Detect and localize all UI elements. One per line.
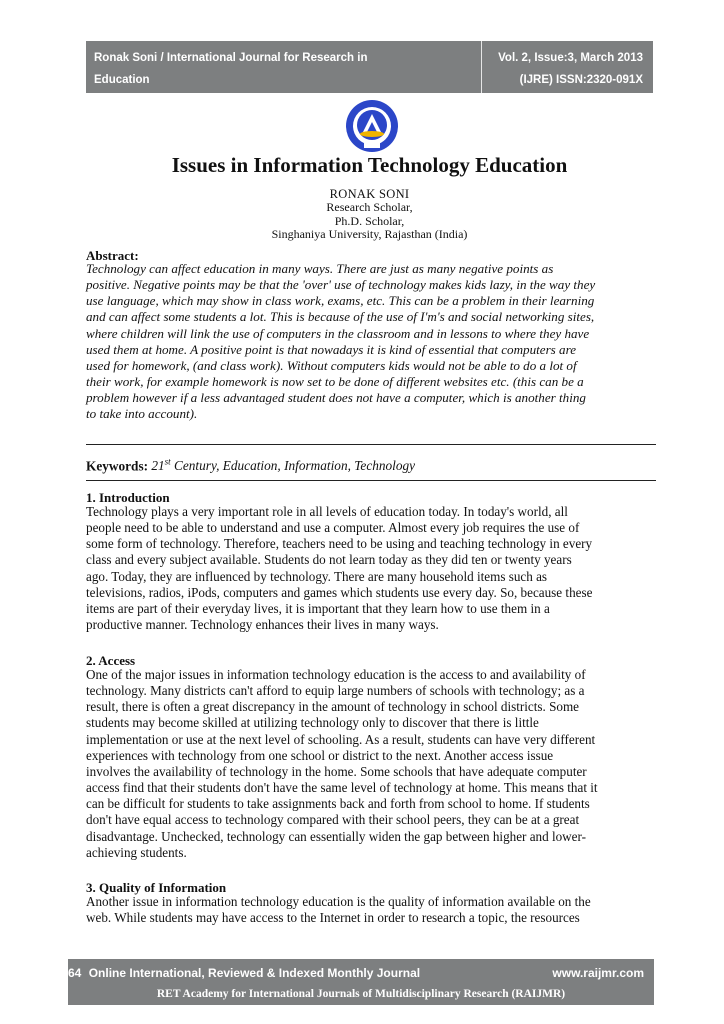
section-text-access [86,667,656,861]
abstract-heading: Abstract: [86,248,139,263]
paragraph-line: technology. Many districts can't afford to equip large numbers of schools with technology; as a [86,683,585,699]
paragraph-line: Technology plays a very important role in all levels of education today. In today's world, all [86,504,568,519]
paragraph-line: involves the availability of technology in the home. Some schools that have adequate computer [86,763,587,779]
paragraph-line: Another issue in information technology education is the quality of information available on the [86,894,591,909]
paper-title: Issues in Information Technology Education [171,153,568,177]
keywords-terms: Century, Education, Information, Technology [170,458,416,474]
abstract-line: used for homework, (and class work). Without computers kids would not be able to do a lot of [86,357,577,373]
paragraph-line: result, there is often a great discrepancy in the amount of technology in school districts. Some [86,699,580,715]
header-volume-issue: Vol. 2, Issue:3, March 2013 [498,52,643,64]
header-divider [481,41,482,93]
keywords-divider [86,480,656,481]
abstract-divider [86,444,656,445]
abstract-line: used them at home. A positive point is that nowadays it is kind of essential that computers are [86,341,577,357]
section-heading-access: 2. Access [86,653,136,668]
paragraph-line: implementation or use at the next level of schooling. As a result, students can have very different [86,731,596,747]
header-author-journal: Ronak Soni / International Journal for Research in [94,52,368,64]
journal-header-banner [86,41,653,93]
keywords-list [151,458,415,473]
paragraph-line: web. While students may have access to the Internet in order to research a topic, the resources [86,910,580,926]
footer-publisher: RET Academy for International Journals of Multidisciplinary Research (RAIJMR) [156,988,566,1000]
paragraph-line: productive manner. Technology enhances their lives in many ways. [86,617,439,633]
paragraph-line: televisions, radios, iPods, computers and games which students use every day. So, because these [86,584,593,600]
footer-publisher-bar [68,987,654,1005]
abstract-line: positive. Negative points may be that the 'over' use of technology makes kids lazy, in the way they [86,277,596,293]
paragraph-line: ago. Today, they are influenced by technology. There are many household items such as [86,568,548,584]
journal-footer-banner [68,959,654,987]
author-role: Research Scholar, [326,200,413,215]
page-number: 64 [68,966,82,980]
journal-seal-logo [342,98,402,154]
header-left [94,47,368,91]
abstract-line: to take into account). [86,406,198,422]
paragraph-line: class and every subject available. Students do not learn today as they did ten or twenty years [86,552,572,568]
footer-journal-text: Online International, Reviewed & Indexed Monthly Journal [88,966,421,980]
paragraph-line: items are part of their everyday lives, it is important that they learn how to use them in a [86,600,550,616]
abstract-line: problem however if a less advantaged student does not have a computer, which is another thing [86,390,586,406]
header-journal-subject: Education [94,74,150,86]
paragraph-line: people need to be able to understand and use a computer. Almost every job requires the use of [86,520,580,536]
author-degree: Ph.D. Scholar, [334,213,405,228]
abstract-line: their work, for example homework is now set to be done of different websites etc. (this can be a [86,374,584,390]
journal-seal-logo-icon [342,98,402,154]
paragraph-line: can be difficult for students to take assignments back and forth from school to home. If students [86,796,590,812]
header-right [498,47,643,91]
author-affiliation: Singhaniya University, Rajasthan (India) [271,226,468,241]
footer-website-link[interactable]: www.raijmr.com [552,966,644,980]
paragraph-line: achieving students. [86,844,187,860]
paragraph-line: some form of technology. Therefore, teachers need to be using and teaching technology in every [86,536,593,552]
section-text-quality [86,894,656,926]
header-issn: (IJRE) ISSN:2320-091X [519,74,643,86]
paragraph-line: don't have equal access to technology compared with their school peers, they can be at a great [86,812,580,828]
abstract-line: Technology can affect education in many ways. There are just as many negative points as [86,261,554,276]
paragraph-line: access find that their students don't have the same level of technology at home. This means that it [86,780,598,796]
section-heading-introduction: 1. Introduction [86,490,170,505]
keywords-line [86,457,415,474]
section-text-introduction [86,504,656,633]
paragraph-line: experiences with technology from one school or district to the next. Another access issue [86,747,554,763]
section-heading-quality: 3. Quality of Information [86,880,227,895]
abstract-line: where children will link the use of computers in the classroom and in lessons to where they have [86,325,590,341]
keywords-century-number: 21 [151,458,165,474]
author-name: RONAK SONI [329,187,410,201]
paragraph-line: students may become skilled at utilizing technology only to discover that there is little [86,715,539,731]
paragraph-line: disadvantage. Unchecked, technology can essentially widen the gap between higher and lower- [86,828,586,844]
author-block [86,188,653,241]
abstract-text [86,261,656,423]
abstract-line: and can affect some students a lot. This is because of the use of I'm's and social networking sites, [86,309,595,325]
keywords-century-suffix: st [164,457,171,467]
paragraph-line: One of the major issues in information technology education is the access to and availability of [86,667,586,682]
keywords-label: Keywords: [86,458,149,474]
abstract-line: use language, which may show in class work, exams, etc. This can be a problem in their learning [86,293,595,309]
footer-left [68,959,420,987]
